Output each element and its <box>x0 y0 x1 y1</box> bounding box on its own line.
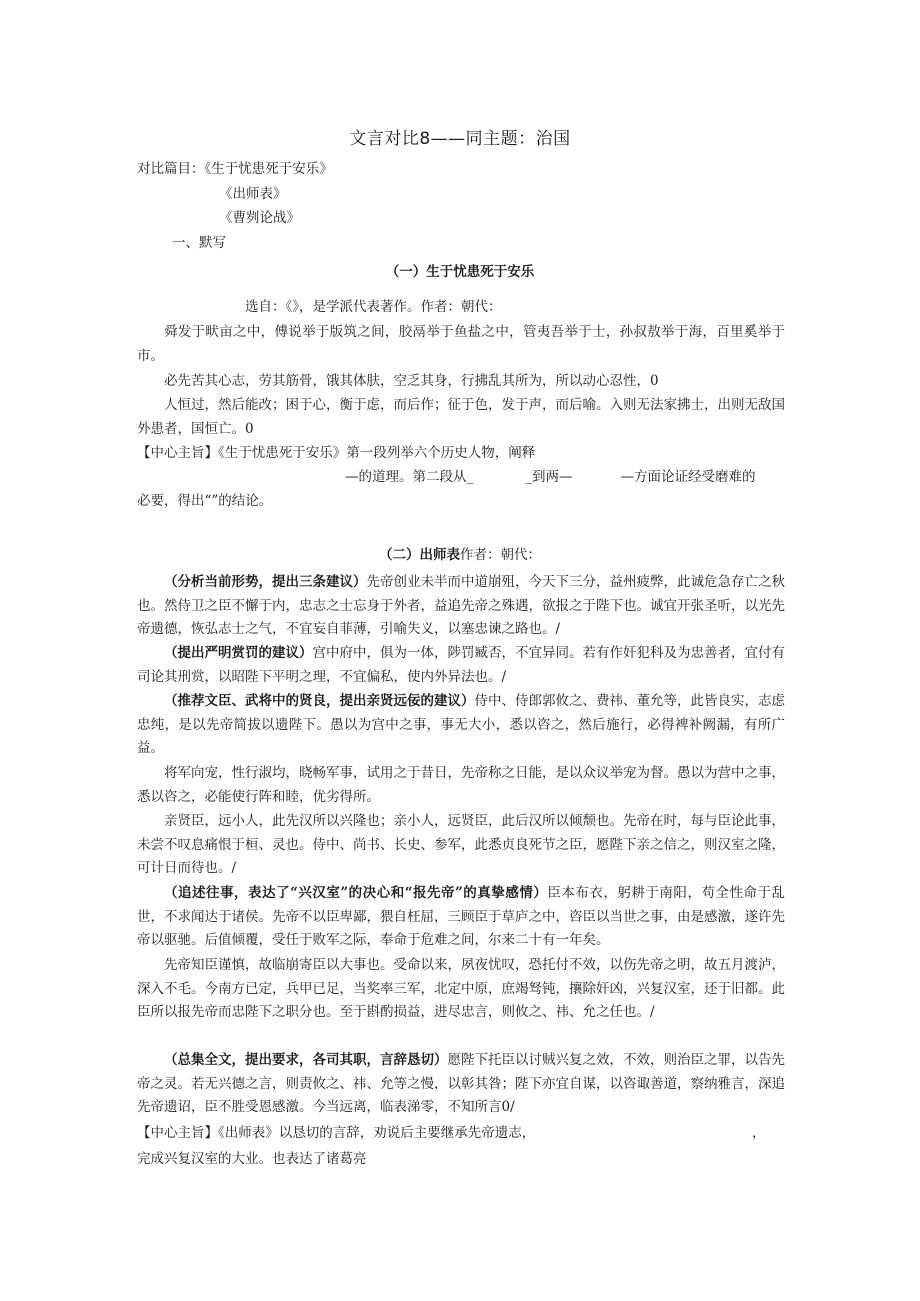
paragraph-note: （分析当前形势，提出三条建议） <box>164 574 367 590</box>
part1-center-idea <box>137 443 535 463</box>
part2-paragraph-2 <box>137 642 785 689</box>
part1-center-idea-line3: 必要，得出“”的结论。 <box>137 493 273 509</box>
paragraph-text: 臣本布衣，躬耕于南阳，苟全性命于乱世，不求闻达于诸侯。先帝不以臣卑鄙，猥自枉屈，三顾臣于草庐之中，咨臣以当世之事，由是感激，遂许先帝以驱驰。后值倾覆，受任于败军之际，奉命于危难之间，尔来二十有一年矣。 <box>137 885 785 948</box>
paragraph-text: 愿陛下托臣以讨贼兴复之效，不效，则治臣之罪，以告先帝之灵。若无兴德之言，则责攸之、祎、允等之慢，以彰其咎；陛下亦宜自谋，以咨诹善道，察纳雅言，深追先帝遗诏，臣不胜受恩感激。今当远离，临表涕零，不知所言0/ <box>137 1052 785 1115</box>
part1-paragraph-2: 必先苦其心志，劳其筋骨，饿其体肤，空乏其身，行拂乱其所为，所以动心忍性，0 <box>164 373 659 389</box>
compare-item-3: 《曹刿论战》 <box>219 210 300 226</box>
center-idea-text-b3: —方面论证经受磨难的 <box>620 469 756 485</box>
part2-paragraph-3 <box>137 690 785 761</box>
section-heading-1: 一、默写 <box>172 235 226 251</box>
center-idea-comma: ， <box>752 1125 766 1141</box>
paragraph-note: （追述往事，表达了“兴汉室”的决心和“报先帝”的真挚感情） <box>164 885 548 901</box>
part1-heading: （一）生于忧患死于安乐 <box>385 264 535 280</box>
part2-paragraph-7: 先帝知臣谨慎，故临崩寄臣以大事也。受命以来，夙夜忧叹，恐托付不效，以伤先帝之明，故五月渡泸，深入不毛。今南方已定，兵甲已足，当奖率三军，北定中原，庶竭驽钝，攘除奸凶，兴复汉室，还于旧都。此臣所以报先帝而忠陛下之职分也。至于斟酌损益，进尽忠言，则攸之、祎、允之任也。/ <box>137 957 785 1020</box>
center-idea-label: 【中心主旨】 <box>137 1125 218 1141</box>
paragraph-note: （提出严明赏罚的建议） <box>164 645 313 661</box>
part2-heading-author: 作者：朝代： <box>460 547 541 563</box>
part1-source: 选自：《》，是学派代表著作。作者：朝代： <box>245 299 502 315</box>
part2-paragraph-1 <box>137 571 785 642</box>
part2-paragraph-8 <box>137 1049 785 1120</box>
part2-heading-title: （二）出师表 <box>379 547 460 563</box>
part2-center-idea <box>137 1123 535 1143</box>
part1-center-idea-line2 <box>345 467 756 487</box>
part2-paragraph-6 <box>137 882 785 953</box>
compare-row <box>137 159 333 179</box>
paragraph-text: 先帝创业未半而中道崩殂，今天下三分，益州疲弊，此诚危急存亡之秋也。然侍卫之臣不懈于内，忠志之士忘身于外者，益追先帝之殊遇，欲报之于陛下也。诚宜开张圣听，以光先帝遗德，恢弘志士之气，不宜妄自菲薄，引喻失义，以塞忠谏之路也。/ <box>137 574 785 637</box>
paragraph-text: 侍中、侍郎郭攸之、费祎、董允等，此皆良实，志虑忠纯，是以先帝简拔以遗陛下。愚以为宫中之事，事无大小，悉以咨之，然后施行，必得裨补阙漏，有所广益。 <box>137 693 785 756</box>
compare-item-2: 《出师表》 <box>219 186 287 202</box>
part1-paragraph-1: 舜发于畎亩之中，傅说举于版筑之间，胶鬲举于鱼盐之中，管夷吾举于士，孙叔敖举于海，百里奚举于市。 <box>137 324 785 364</box>
part2-paragraph-4: 将军向宠，性行淑均，晓畅军事，试用之于昔日，先帝称之日能，是以众议举宠为督。愚以为营中之事，悉以咨之，必能使行阵和睦，优劣得所。 <box>137 765 785 805</box>
paragraph-note: （推荐文臣、武将中的贤良，提出亲贤远佞的建议） <box>164 693 475 709</box>
compare-label: 对比篇目： <box>137 161 205 177</box>
center-idea-label: 【中心主旨】 <box>137 445 218 461</box>
center-idea-text-a: 《出师表》以恳切的言辞，劝说后主要继承先帝遗志， <box>218 1125 536 1141</box>
center-idea-text-a: 《生于忧患死于安乐》第一段列举六个历史人物，阐释 <box>218 445 536 461</box>
center-idea-text-b1: —的道理。第二段从_ <box>345 469 474 485</box>
part2-paragraph-5: 亲贤臣，远小人，此先汉所以兴隆也；亲小人，远贤臣，此后汉所以倾颓也。先帝在时，每与臣论此事，未尝不叹息痛恨于桓、灵也。侍中、尚书、长史、参军，此悉贞良死节之臣，愿陛下亲之信之，则汉室之隆，可计日而待也。/ <box>137 813 785 876</box>
paragraph-text: 宫中府中，俱为一体，陟罚臧否，不宜异同。若有作奸犯科及为忠善者，宜付有司论其刑赏，以昭陛下平明之理，不宜偏私，使内外异法也。/ <box>137 645 785 685</box>
center-idea-text-b2: _到两— <box>525 469 573 485</box>
part1-paragraph-3: 人恒过，然后能改；困于心，衡于虑，而后作；征于色，发于声，而后喻。入则无法家拂士，出则无敌国外患者，国恒亡。0 <box>137 397 785 437</box>
page-title: 文言对比8——同主题：治国 <box>349 129 571 149</box>
part2-center-idea-line2: 完成兴复汉室的大业。也表达了诸葛亮 <box>137 1151 367 1167</box>
paragraph-note: （总集全文，提出要求，各司其职，言辞恳切） <box>164 1052 448 1068</box>
part2-heading <box>0 545 920 565</box>
compare-item-1: 《生于忧患死于安乐》 <box>204 161 333 177</box>
